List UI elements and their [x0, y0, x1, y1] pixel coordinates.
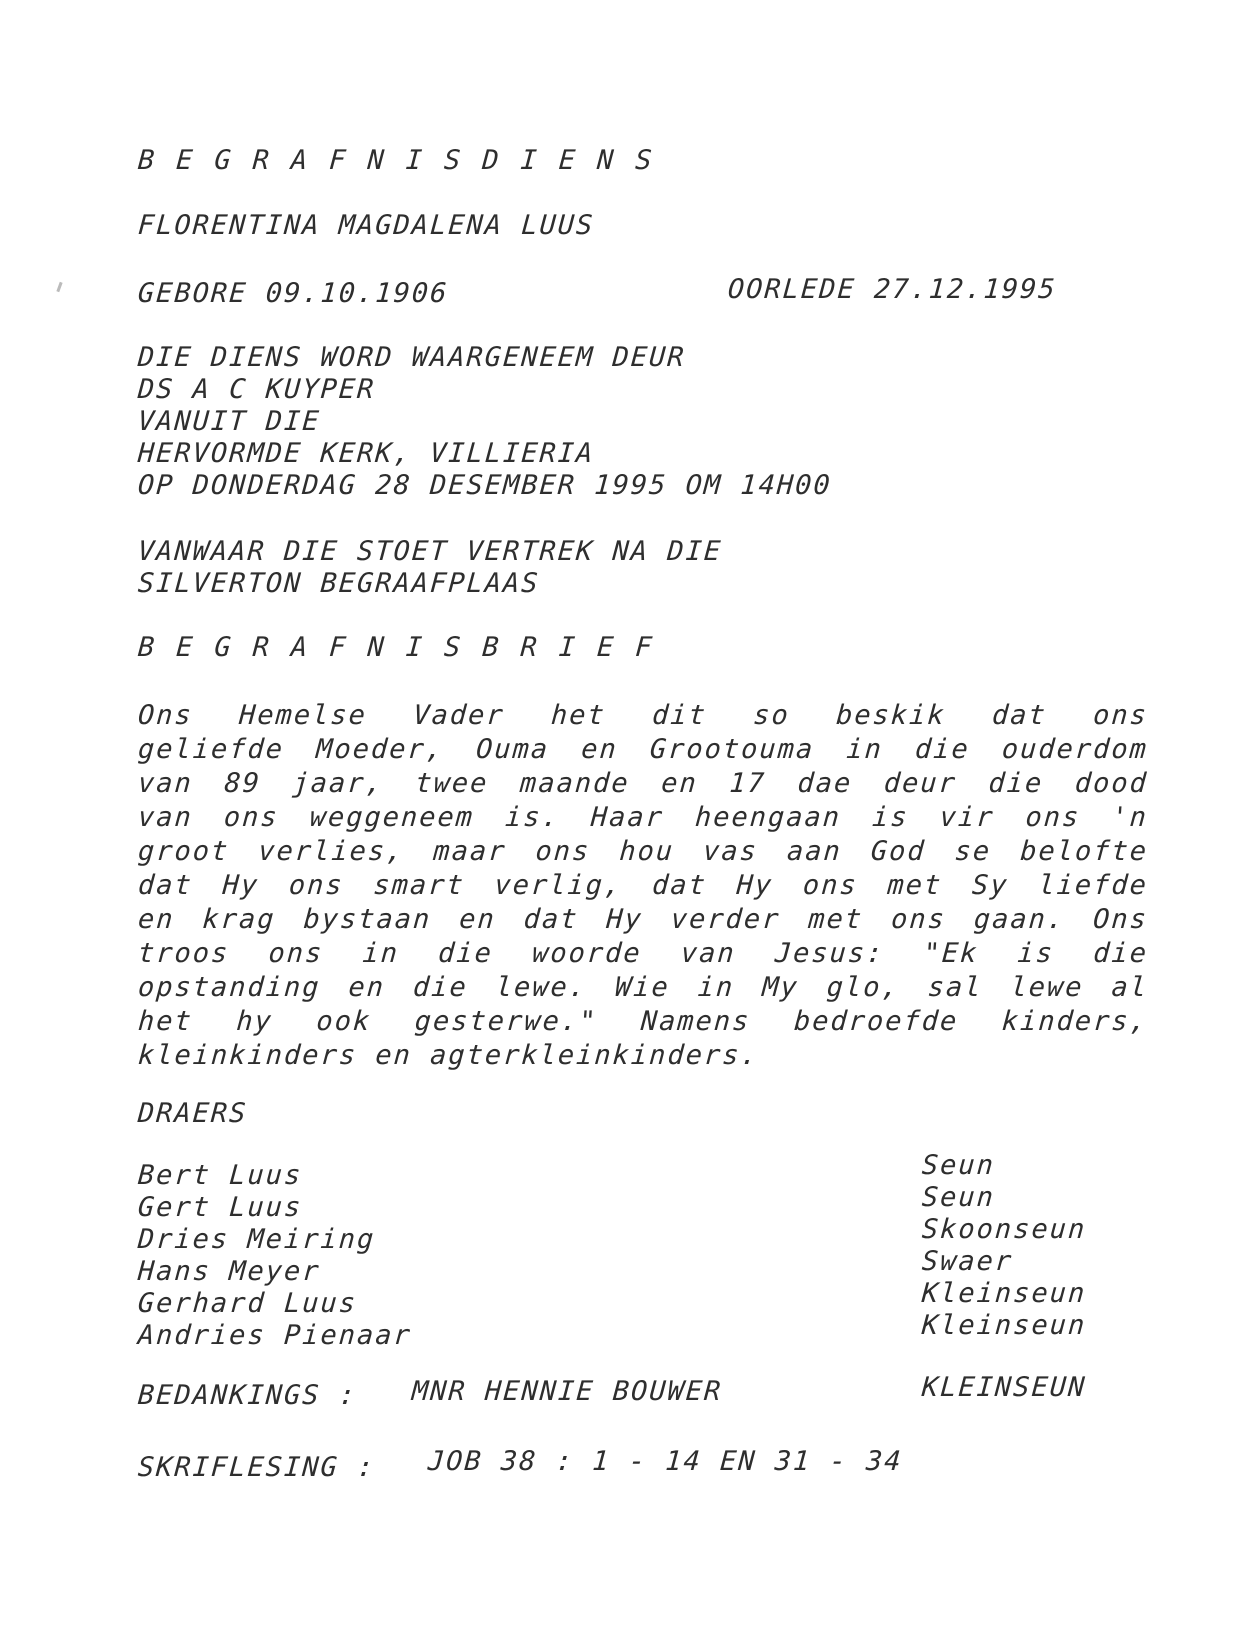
letter-word: troos [137, 938, 231, 969]
letter-word: smart [372, 870, 466, 901]
reading-text: JOB 38 : 1 - 14 EN 31 - 34 [426, 1446, 904, 1477]
letter-word: die [913, 734, 971, 765]
letter-word: krag [201, 904, 277, 935]
letter-word: vir [938, 802, 996, 833]
letter-word: so [752, 700, 791, 731]
letter-word: aan [786, 836, 843, 867]
letter-title: BEGRAFNISBRIEF [136, 632, 675, 663]
letter-word: bedroefde [793, 1006, 960, 1037]
letter-word: glo, [825, 972, 901, 1003]
bearer-name: Dries Meiring [136, 1224, 377, 1255]
letter-word: opstanding [137, 972, 322, 1003]
letter-word: ons [1092, 700, 1150, 731]
letter-word: dat [522, 904, 580, 935]
service-line: OP DONDERDAG 28 DESEMBER 1995 OM 14H00 [136, 470, 833, 501]
letter-word: van [679, 938, 737, 969]
letter-word: Sy [971, 870, 1010, 901]
letter-word: en [458, 904, 497, 935]
letter-word: en [660, 768, 699, 799]
letter-line [137, 734, 1149, 768]
bearer-relation: Seun [920, 1150, 997, 1181]
letter-word: het [137, 1006, 194, 1037]
letter-word: Hy [735, 870, 775, 901]
service-line: HERVORMDE KERK, VILLIERIA [136, 438, 596, 469]
letter-word: ons [287, 870, 345, 901]
bearer-relation: Skoonseun [920, 1214, 1088, 1245]
letter-word: dat [137, 870, 194, 901]
letter-word: Ouma [475, 734, 551, 765]
letter-word: dit [651, 700, 709, 731]
letter-word: twee [414, 768, 490, 799]
letter-word: sal [926, 972, 984, 1003]
letter-word: gesterwe." [413, 1006, 599, 1037]
letter-word: deur [882, 768, 959, 799]
service-line: DS A C KUYPER [136, 374, 377, 405]
thanks-relation: KLEINSEUN [920, 1372, 1088, 1403]
deceased-name: FLORENTINA MAGDALENA LUUS [136, 210, 596, 241]
letter-word: verlies, [257, 836, 406, 867]
letter-word: Vader [412, 700, 506, 731]
letter-word: belofte [1019, 836, 1150, 867]
service-line: DIE DIENS WORD WAARGENEEM DEUR [136, 342, 687, 373]
letter-word: en [347, 972, 387, 1003]
letter-word: kleinkinders [137, 1040, 377, 1071]
letter-word: lewe [1009, 972, 1085, 1003]
letter-word: ouderdom [1000, 734, 1150, 765]
letter-word: maande [519, 768, 631, 799]
letter-word: is [1016, 938, 1056, 969]
letter-word: Hemelse [238, 700, 369, 731]
letter-word: het [549, 700, 607, 731]
bearers-title: DRAERS [136, 1098, 249, 1129]
letter-word: woorde [531, 938, 643, 969]
letter-line [137, 972, 1149, 1006]
letter-word: "Ek [922, 938, 980, 969]
letter-word: met [807, 904, 865, 935]
letter-word: se [953, 836, 993, 867]
letter-word: die [437, 938, 495, 969]
letter-word: God [869, 836, 927, 867]
letter-word: die [987, 768, 1045, 799]
bearer-relation: Seun [920, 1182, 997, 1213]
letter-word: Namens [639, 1006, 752, 1037]
letter-line [137, 1040, 1149, 1074]
letter-word: heengaan [694, 802, 843, 833]
letter-word: groot [137, 836, 231, 867]
letter-word: ook [315, 1006, 373, 1037]
bearer-name: Hans Meyer [136, 1256, 322, 1287]
letter-word: ons [222, 802, 280, 833]
letter-word: in [361, 938, 401, 969]
letter-word: My [761, 972, 800, 1003]
letter-word: dat [991, 700, 1048, 731]
letter-word: die [1092, 938, 1150, 969]
letter-word: vas [702, 836, 760, 867]
letter-word: in [696, 972, 736, 1003]
letter-word: geliefde [137, 734, 286, 765]
letter-word: Grootouma [648, 734, 816, 765]
letter-word: en [137, 904, 176, 935]
bearer-name: Gerhard Luus [136, 1288, 359, 1319]
letter-line [137, 938, 1149, 972]
bearer-name: Gert Luus [136, 1192, 304, 1223]
letter-word: gaan. [972, 904, 1067, 935]
letter-word: is. [504, 802, 562, 833]
letter-word: Hy [605, 904, 645, 935]
letter-line [137, 836, 1149, 870]
service-line: VANUIT DIE [136, 406, 322, 437]
letter-line [137, 802, 1149, 836]
letter-word: die [412, 972, 469, 1003]
letter-word: is [871, 802, 910, 833]
letter-word: ons [801, 870, 859, 901]
letter-word: ons [1024, 802, 1082, 833]
letter-word: 89 [223, 768, 263, 799]
letter-word: bystaan [302, 904, 433, 935]
procession-line: VANWAAR DIE STOET VERTREK NA DIE [136, 536, 724, 567]
letter-word: Ons [1092, 904, 1150, 935]
thanks-person: MNR HENNIE BOUWER [410, 1376, 724, 1407]
letter-word: al [1110, 972, 1150, 1003]
letter-line [137, 870, 1149, 904]
letter-word: verlig, [493, 870, 624, 901]
letter-word: hou [618, 836, 676, 867]
letter-word: hy [235, 1006, 275, 1037]
letter-word: ons [890, 904, 948, 935]
procession-line: SILVERTON BEGRAAFPLAAS [136, 568, 541, 599]
bearer-name: Andries Pienaar [136, 1320, 413, 1351]
letter-word: dood [1073, 768, 1150, 799]
service-title: BEGRAFNISDIENS [136, 145, 675, 176]
letter-word: lewe. [494, 972, 589, 1003]
letter-word: en [580, 734, 619, 765]
letter-word: ons [534, 836, 592, 867]
bearer-relation: Swaer [920, 1246, 1015, 1277]
letter-word: met [886, 870, 944, 901]
death-date: OORLEDE 27.12.1995 [726, 274, 1058, 305]
letter-word: beskik [835, 700, 947, 731]
letter-word: liefde [1037, 870, 1150, 901]
letter-word: dat [651, 870, 709, 901]
letter-word: Jesus: [773, 938, 886, 969]
letter-line [137, 1006, 1149, 1040]
bearer-relation: Kleinseun [920, 1278, 1088, 1309]
letter-word: ons [267, 938, 325, 969]
thanks-label: BEDANKINGS : [136, 1380, 359, 1411]
letter-line [137, 904, 1149, 938]
letter-word: Hy [221, 870, 261, 901]
letter-word: 'n [1110, 802, 1150, 833]
birth-date: GEBORE 09.10.1906 [136, 278, 450, 309]
letter-word: 17 [728, 768, 768, 799]
letter-word: Haar [589, 802, 666, 833]
letter-word: dae [796, 768, 854, 799]
letter-word: Moeder, [315, 734, 446, 765]
letter-word: en [374, 1040, 432, 1071]
reading-label: SKRIFLESING : [136, 1452, 377, 1483]
letter-word: agterkleinkinders. [429, 1040, 760, 1071]
letter-line [137, 768, 1149, 802]
letter-word: maar [432, 836, 508, 867]
letter-body [138, 700, 1148, 1074]
bearer-name: Bert Luus [136, 1160, 304, 1191]
letter-word: kinders, [1000, 1006, 1150, 1037]
letter-word: Ons [137, 700, 194, 731]
letter-word: verder [669, 904, 782, 935]
letter-word: in [845, 734, 885, 765]
letter-word: jaar, [291, 768, 385, 799]
letter-word: van [137, 768, 194, 799]
letter-word: van [137, 802, 194, 833]
letter-word: weggeneem [308, 802, 476, 833]
scan-mark [56, 282, 62, 292]
letter-line [137, 700, 1149, 734]
letter-word: Wie [614, 972, 671, 1003]
bearer-relation: Kleinseun [920, 1310, 1088, 1341]
